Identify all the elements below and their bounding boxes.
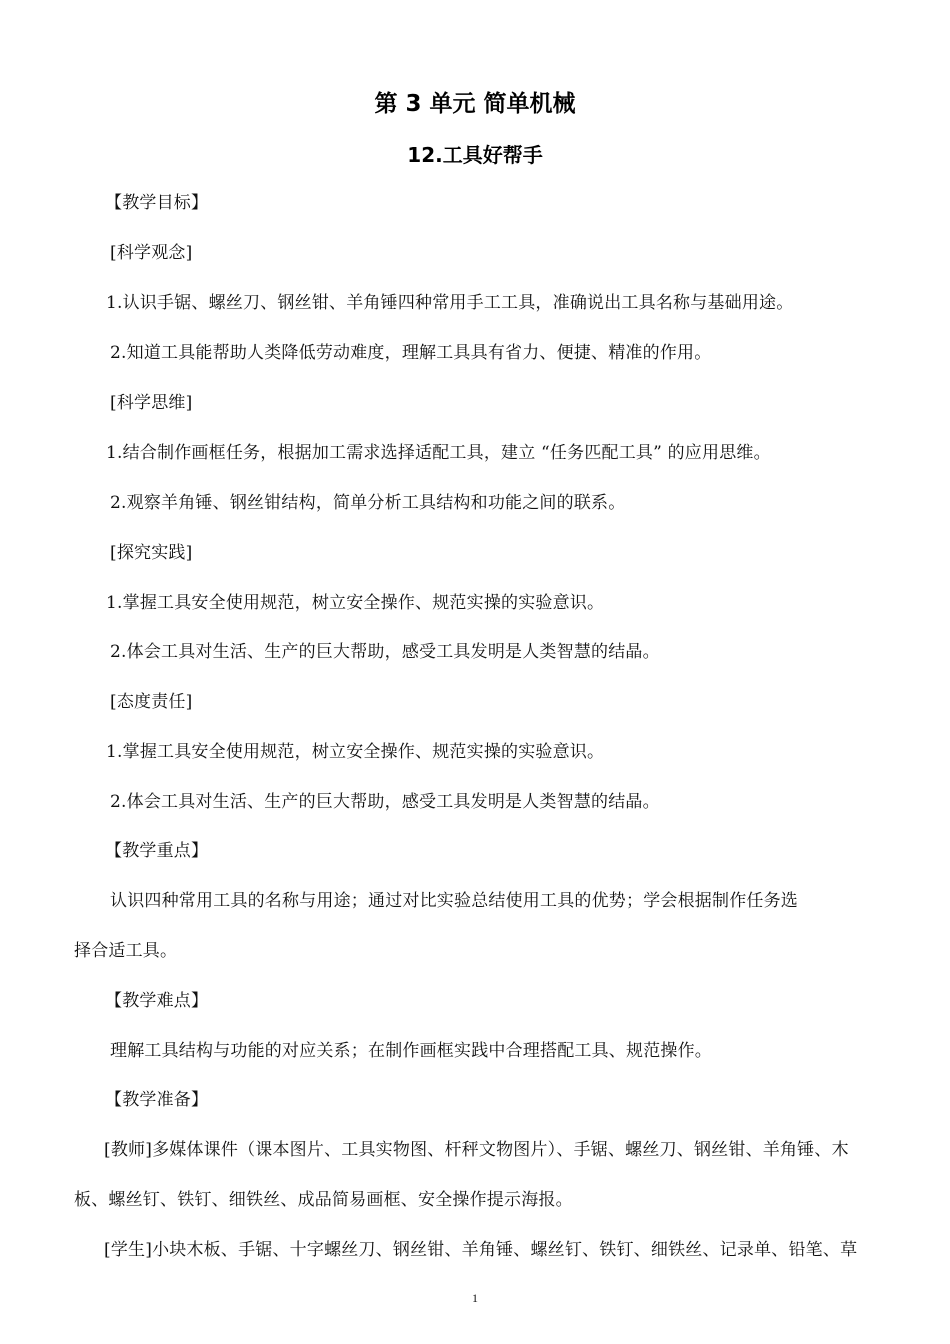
- key-points-line-2: 择合适工具。: [74, 941, 178, 961]
- difficulties-heading: 【教学难点】: [105, 991, 209, 1011]
- attitude-item-2: 2.体会工具对生活、生产的巨大帮助，感受工具发明是人类智慧的结晶。: [110, 792, 660, 812]
- science-concept-item-1: 1.认识手锯、螺丝刀、钢丝钳、羊角锤四种常用手工工具，准确说出工具名称与基础用途。: [106, 293, 794, 313]
- preparation-teacher-line-1: [教师]多媒体课件（课本图片、工具实物图、杆秤文物图片）、手锯、螺丝刀、钢丝钳、羊角锤、木: [104, 1140, 849, 1160]
- key-points-line-1: 认识四种常用工具的名称与用途；通过对比实验总结使用工具的优势；学会根据制作任务选: [110, 891, 798, 911]
- science-thinking-item-1: 1.结合制作画框任务，根据加工需求选择适配工具，建立 “任务匹配工具” 的应用思维。: [106, 443, 771, 463]
- preparation-student-line: [学生]小块木板、手锯、十字螺丝刀、钢丝钳、羊角锤、螺丝钉、铁钉、细铁丝、记录单、铅笔、草: [104, 1240, 858, 1260]
- inquiry-practice-item-1: 1.掌握工具安全使用规范，树立安全操作、规范实操的实验意识。: [106, 593, 605, 613]
- science-thinking-item-2: 2.观察羊角锤、钢丝钳结构，简单分析工具结构和功能之间的联系。: [110, 493, 626, 513]
- science-concept-label: [科学观念]: [110, 243, 193, 263]
- unit-title: 第 3 单元 简单机械: [374, 91, 576, 117]
- science-concept-item-2: 2.知道工具能帮助人类降低劳动难度，理解工具具有省力、便捷、精准的作用。: [110, 343, 712, 363]
- preparation-teacher-line-2: 板、螺丝钉、铁钉、细铁丝、成品简易画框、安全操作提示海报。: [74, 1190, 573, 1210]
- inquiry-practice-label: [探究实践]: [110, 543, 193, 563]
- inquiry-practice-item-2: 2.体会工具对生活、生产的巨大帮助，感受工具发明是人类智慧的结晶。: [110, 642, 660, 662]
- key-points-heading: 【教学重点】: [105, 841, 209, 861]
- lesson-title: 12.工具好帮手: [407, 143, 543, 167]
- attitude-item-1: 1.掌握工具安全使用规范，树立安全操作、规范实操的实验意识。: [106, 742, 605, 762]
- page-number: 1: [472, 1291, 478, 1305]
- science-thinking-label: [科学思维]: [110, 393, 193, 413]
- attitude-label: [态度责任]: [110, 692, 193, 712]
- preparation-heading: 【教学准备】: [105, 1090, 209, 1110]
- difficulties-text: 理解工具结构与功能的对应关系；在制作画框实践中合理搭配工具、规范操作。: [110, 1041, 712, 1061]
- objectives-heading: 【教学目标】: [105, 193, 209, 213]
